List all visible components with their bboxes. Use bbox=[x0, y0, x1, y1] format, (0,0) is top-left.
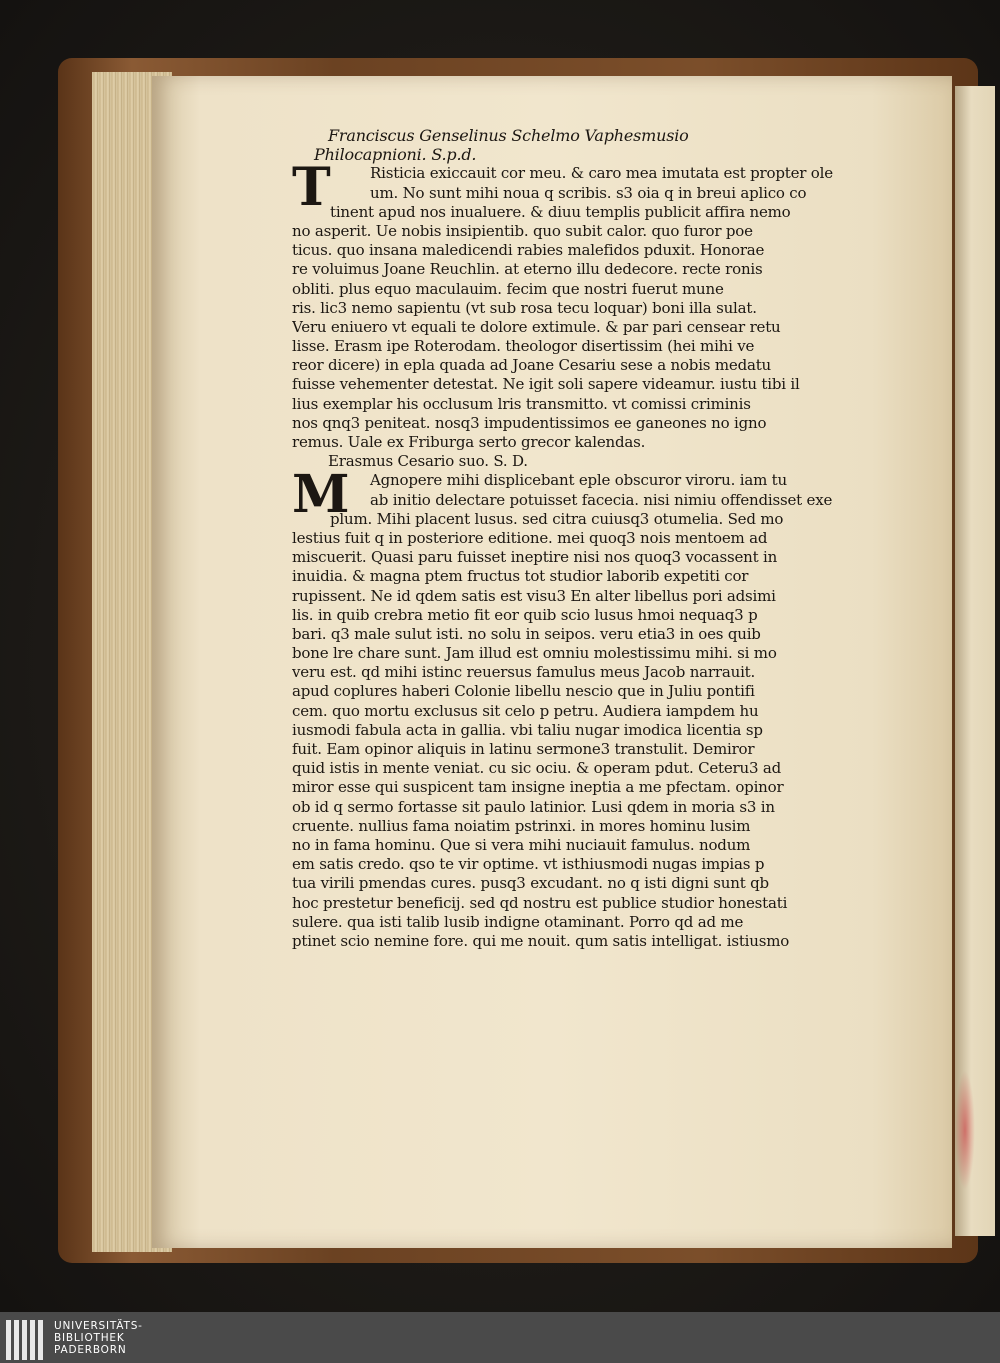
text-line: quid istis in mente veniat. cu sic ociu. & operam pdut. Ceteru3 ad bbox=[292, 759, 782, 778]
text-line: bone lre chare sunt. Jam illud est omniu molestissimu mihi. si mo bbox=[292, 644, 777, 663]
text-line: veru est. qd mihi istinc reuersus famulus meus Jacob narrauit. bbox=[292, 663, 756, 682]
text-line: cruente. nullius fama noiatim pstrinxi. in mores hominu lusim bbox=[292, 816, 751, 835]
library-name-line-2: BIBLIOTHEK bbox=[54, 1331, 125, 1344]
text-line: sulere. qua isti talib lusib indigne otaminant. Porro qd ad me bbox=[292, 912, 744, 931]
text-line: remus. Uale ex Friburga serto grecor kalendas. bbox=[292, 433, 646, 451]
text-line: lestius fuit q in posteriore editione. mei quoq3 nois mentoem ad bbox=[292, 528, 768, 547]
text-line: lis. in quib crebra metio fit eor quib scio lusus hmoi nequaq3 p bbox=[292, 605, 758, 624]
dropcap-letter-1: T bbox=[292, 157, 331, 219]
text-line: reor dicere) in epla quada ad Joane Cesariu sese a nobis medatu bbox=[292, 356, 772, 375]
text-line: tinent apud nos inualuere. & diuu templis publicit affira nemo bbox=[330, 202, 791, 221]
text-line: lisse. Erasm ipe Roterodam. theologor disertissim (hei mihi ve bbox=[292, 337, 755, 356]
text-block bbox=[292, 126, 852, 951]
footer-bar bbox=[0, 1312, 1000, 1363]
text-line: ris. lic3 nemo sapientu (vt sub rosa tecu loquar) boni illa sulat. bbox=[292, 298, 757, 317]
text-line: bari. q3 male sulut isti. no solu in seipos. veru etia3 in oes quib bbox=[292, 624, 761, 643]
salutation-2: Erasmus Cesario suo. S. D. bbox=[328, 452, 528, 471]
heading-line-1: Franciscus Genselinus Schelmo Vaphesmusio bbox=[328, 126, 689, 145]
text-line: um. No sunt mihi noua q scribis. s3 oia q in breui aplico co bbox=[370, 183, 807, 202]
heading-line-2: Philocapnioni. S.p.d. bbox=[314, 145, 477, 165]
text-line: ab initio delectare potuisset facecia. nisi nimiu offendisset exe bbox=[370, 490, 833, 509]
text-line: no in fama hominu. Que si vera mihi nuciauit famulus. nodum bbox=[292, 835, 751, 854]
library-name-line-1: UNIVERSITÄTS- bbox=[54, 1319, 143, 1332]
text-line: ob id q sermo fortasse sit paulo latinior. Lusi qdem in moria s3 in bbox=[292, 797, 775, 816]
text-line: Risticia exiccauit cor meu. & caro mea imutata est propter ole bbox=[370, 164, 833, 183]
library-name bbox=[54, 1320, 143, 1356]
text-line: cem. quo mortu exclusus sit celo p petru. Audiera iampdem hu bbox=[292, 701, 759, 720]
text-line: plum. Mihi placent lusus. sed citra cuiusq3 otumelia. Sed mo bbox=[330, 509, 784, 528]
text-line: apud coplures haberi Colonie libellu nescio que in Juliu pontifi bbox=[292, 682, 755, 701]
text-line: rupissent. Ne id qdem satis est visu3 En alter libellus pori adsimi bbox=[292, 586, 776, 605]
text-line: lius exemplar his occlusum lris transmitto. vt comissi criminis bbox=[292, 394, 751, 413]
text-line: Veru eniuero vt equali te dolore extimule. & par pari censear retu bbox=[292, 317, 781, 336]
text-line: fuit. Eam opinor aliquis in latinu sermone3 transtulit. Demiror bbox=[292, 740, 755, 758]
text-line: miror esse qui suspicent tam insigne ineptia a me pfectam. opinor bbox=[292, 778, 784, 797]
text-line: ticus. quo insana maledicendi rabies malefidos pduxit. Honorae bbox=[292, 241, 765, 260]
dropcap-letter-2: M bbox=[292, 464, 350, 526]
text-line: ptinet scio nemine fore. qui me nouit. qum satis intelligat. istiusmo bbox=[292, 931, 790, 950]
text-line: iusmodi fabula acta in gallia. vbi taliu nugar imodica licentia sp bbox=[292, 720, 763, 739]
library-logo-icon bbox=[6, 1316, 48, 1360]
letter-1 bbox=[292, 157, 852, 452]
letter-2 bbox=[292, 464, 852, 951]
letter-2-lines bbox=[292, 464, 852, 951]
text-line: miscuerit. Quasi paru fuisset ineptire nisi nos quoq3 vocassent in bbox=[292, 548, 778, 567]
text-line: inuidia. & magna ptem fructus tot studior laborib expetiti cor bbox=[292, 567, 749, 586]
text-line: obliti. plus equo maculauim. fecim que nostri fuerut mune bbox=[292, 279, 724, 298]
letter-1-lines bbox=[292, 157, 852, 452]
facing-page-edge bbox=[955, 86, 995, 1236]
text-line: fuisse vehementer detestat. Ne igit soli sapere videamur. iustu tibi il bbox=[292, 375, 800, 394]
red-stain bbox=[955, 1070, 975, 1190]
text-line: no asperit. Ue nobis insipientib. quo subit calor. quo furor poe bbox=[292, 221, 753, 240]
library-name-line-3: PADERBORN bbox=[54, 1343, 127, 1356]
text-line: em satis credo. qso te vir optime. vt isthiusmodi nugas impias p bbox=[292, 855, 765, 874]
text-line: tua virili pmendas cures. pusq3 excudant. no q isti digni sunt qb bbox=[292, 874, 769, 893]
text-line: hoc prestetur beneficij. sed qd nostru est publice studior honestati bbox=[292, 893, 788, 912]
text-line: nos qnq3 peniteat. nosq3 impudentissimos ee ganeones no igno bbox=[292, 413, 767, 432]
text-line: Agnopere mihi displicebant eple obscuror viroru. iam tu bbox=[370, 471, 787, 490]
text-line: re voluimus Joane Reuchlin. at eterno illu dedecore. recte ronis bbox=[292, 260, 763, 279]
